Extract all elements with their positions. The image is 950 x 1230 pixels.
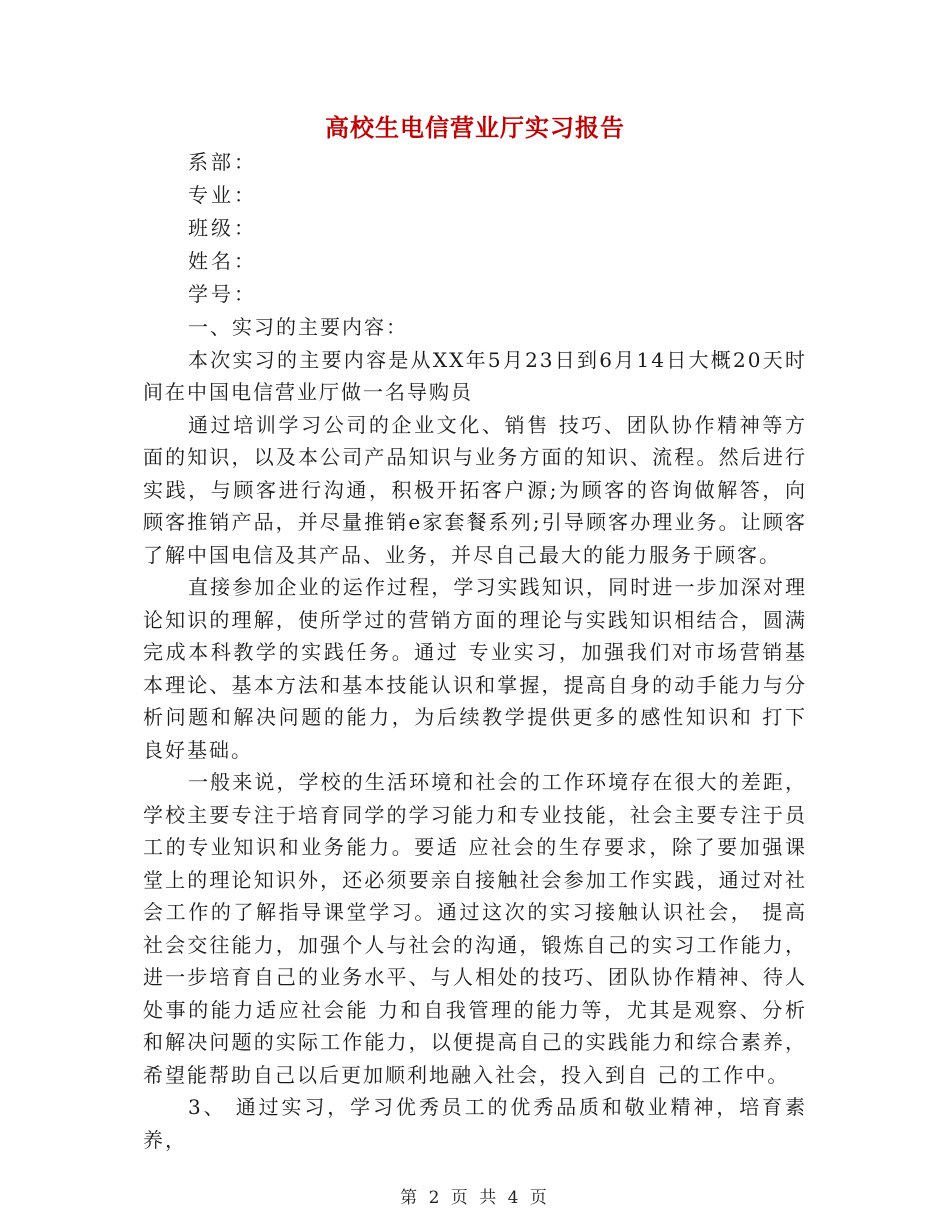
field-student-id: 学号：	[188, 282, 257, 306]
paragraph-5: 3、 通过实习，学习优秀员工的优秀品质和敬业精神，培育素养，	[143, 1095, 807, 1152]
field-major: 专业：	[188, 183, 257, 207]
paragraph-3: 直接参加企业的运作过程，学习实践知识，同时进一步加深对理论知识的理解，使所学过的营销方面的理论与实践知识相结合，圆满完成本科教学的实践任务。通过 专业实习，加强我们对市场营销基本理论、基本方法和基本技能认识和掌握，提高自身的动手能力与分析问题和解决问题的能力，为后续教学提供更多的感性知识和 打下良好基础。	[143, 575, 807, 762]
paragraph-1: 本次实习的主要内容是从XX年5月23日到6月14日大概20天时间在中国电信营业厅做一名导购员	[143, 347, 807, 404]
section-heading: 一、实习的主要内容：	[188, 315, 408, 339]
paragraph-2: 通过培训学习公司的企业文化、销售 技巧、团队协作精神等方面的知识，以及本公司产品知识与业务方面的知识、流程。然后进行实践，与顾客进行沟通，积极开拓客户源;为顾客的咨询做解答，向顾客推销产品，并尽量推销e家套餐系列;引导顾客办理业务。让顾客了解中国电信及其产品、业务，并尽自己最大的能力服务于顾客。	[143, 412, 807, 567]
document-title: 高校生电信营业厅实习报告	[325, 113, 625, 142]
paragraph-4: 一般来说，学校的生活环境和社会的工作环境存在很大的差距，学校主要专注于培育同学的学习能力和专业技能，社会主要专注于员工的专业知识和业务能力。要适 应社会的生存要求，除了要加强课堂上的理论知识外，还必须要亲自接触社会参加工作实践，通过对社会工作的了解指导课堂学习。通过这次的实习接触认识社会， 提高社会交往能力，加强个人与社会的沟通，锻炼自己的实习工作能力，进一步培育自己的业务水平、与人相处的技巧、团队协作精神、待人处事的能力适应社会能 力和自我管理的能力等，尤其是观察、分析和解决问题的实际工作能力，以便提高自己的实践能力和综合素养，希望能帮助自己以后更加顺利地融入社会，投入到自 己的工作中。	[143, 770, 807, 1087]
field-department: 系部：	[188, 150, 257, 174]
field-class: 班级：	[188, 216, 257, 240]
info-fields	[188, 146, 257, 311]
field-name: 姓名：	[188, 249, 257, 273]
document-body	[143, 311, 807, 1156]
page-footer: 第 2 页 共 4 页	[400, 1188, 550, 1208]
